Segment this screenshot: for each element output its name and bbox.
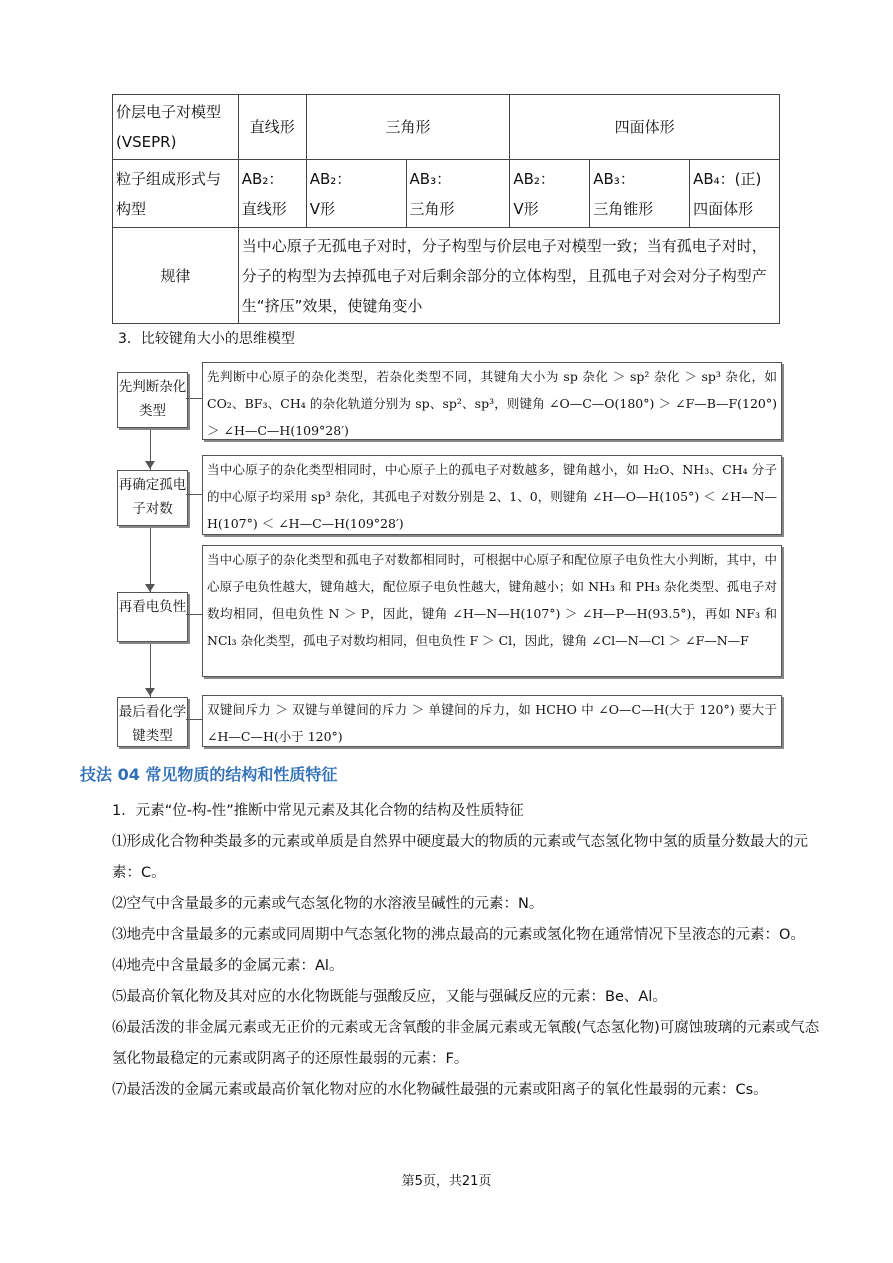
row-label: 粒子组成形式与构型 (113, 160, 239, 228)
paragraph: ⑸最高价氧化物及其对应的水化物既能与强酸反应，又能与强碱反应的元素：Be、Al。 (112, 989, 667, 1005)
table-row (113, 95, 780, 160)
shape: 四面体形 (693, 199, 754, 218)
formula: AB₂： (513, 169, 555, 188)
formula: AB₃： (593, 169, 635, 188)
table-cell: 四面体形 (510, 95, 780, 160)
paragraph: ⑵空气中含量最多的元素或气态氢化物的水溶液呈碱性的元素：N。 (112, 896, 544, 912)
flow-label-box: 再看电负性 (117, 592, 188, 642)
paragraph-block (80, 796, 820, 1106)
flow-connector (186, 719, 202, 720)
shape: 三角形 (409, 199, 455, 218)
table-cell (238, 160, 306, 228)
flow-label-box: 先判断杂化类型 (117, 372, 188, 428)
paragraph: ⑷地壳中含量最多的金属元素：Al。 (112, 958, 344, 974)
section-heading: 技法 04 常见物质的结构和性质特征 (80, 765, 338, 784)
table-row (113, 160, 780, 228)
section-title: 3．比较键角大小的思维模型 (118, 331, 295, 347)
table-cell: 三角形 (306, 95, 510, 160)
formula: AB₂： (241, 169, 284, 188)
paragraph: ⑶地壳中含量最多的元素或同周期中气态氢化物的沸点最高的元素或氢化物在通常情况下呈液态的元素：O。 (112, 927, 805, 943)
flow-label-box: 最后看化学键类型 (117, 697, 188, 747)
shape: V形 (513, 199, 539, 218)
shape: V形 (309, 199, 335, 218)
formula: AB₂： (309, 169, 352, 188)
paragraph: ⑺最活泼的金属元素或最高价氧化物对应的水化物碱性最强的元素或阳离子的氧化性最弱的元素：Cs。 (112, 1082, 768, 1098)
table-cell (590, 160, 690, 228)
page-footer: 第5页，共21页 (401, 1174, 492, 1189)
table-cell: 直线形 (238, 95, 306, 160)
flow-connector (186, 614, 202, 615)
flow-text-box: 先判断中心原子的杂化类型，若杂化类型不同，其键角大小为 sp 杂化 ＞ sp² 杂化 ＞ sp³ 杂化，如 CO₂、BF₃、CH₄ 的杂化轨道分别为 sp、sp²、sp³，则键角 ∠O—C—O(180°) ＞ ∠F—B—F(120°) ＞ ∠H—C—H(109°28′) (202, 362, 782, 440)
row-label: 规律 (113, 228, 239, 324)
flow-text-box: 当中心原子的杂化类型相同时，中心原子上的孤电子对数越多，键角越小，如 H₂O、NH₃、CH₄ 分子的中心原子均采用 sp³ 杂化，其孤电子对数分别是 2、1、0，则键角 ∠H—O—H(105°) ＜ ∠H—N—H(107°) ＜ ∠H—C—H(109°28′) (202, 455, 782, 535)
shape: 直线形 (241, 199, 287, 218)
shape: 三角锥形 (593, 199, 654, 218)
flow-text-box: 双键间斥力 ＞ 双键与单键间的斥力 ＞ 单键间的斥力，如 HCHO 中 ∠O—C—H(大于 120°) 要大于 ∠H—C—H(小于 120°) (202, 695, 782, 747)
paragraph: ⑹最活泼的非金属元素或无正价的元素或无含氧酸的非金属元素或无氧酸(气态氢化物)可腐蚀玻璃的元素或气态氢化物最稳定的元素或阴离子的还原性最弱的元素：F。 (112, 1020, 820, 1067)
arrow-down-icon (145, 688, 155, 696)
arrow-down-icon (145, 461, 155, 469)
flow-connector (186, 398, 202, 399)
table-cell (306, 160, 406, 228)
paragraph: 1．元素“位-构-性”推断中常见元素及其化合物的结构及性质特征 (112, 803, 524, 819)
formula: AB₃： (409, 169, 452, 188)
table-cell (690, 160, 780, 228)
formula: AB₄：(正) (693, 169, 762, 188)
arrow-down-icon (145, 584, 155, 592)
table-cell: 当中心原子无孤电子对时，分子构型与价层电子对模型一致；当有孤电子对时，分子的构型为去掉孤电子对后剩余部分的立体构型，且孤电子对会对分子构型产生“挤压”效果，使键角变小 (238, 228, 779, 324)
table-cell (510, 160, 590, 228)
flow-label-box: 再确定孤电子对数 (117, 470, 188, 526)
paragraph: ⑴形成化合物种类最多的元素或单质是自然界中硬度最大的物质的元素或气态氢化物中氢的质量分数最大的元素：C。 (112, 834, 808, 881)
table-row (113, 228, 780, 324)
flow-connector (186, 494, 202, 495)
table-cell (406, 160, 510, 228)
row-label: 价层电子对模型(VSEPR) (113, 95, 239, 160)
flow-text-box: 当中心原子的杂化类型和孤电子对数都相同时，可根据中心原子和配位原子电负性大小判断，其中，中心原子电负性越大，键角越大，配位原子电负性越大，键角越小；如 NH₃ 和 PH₃ 杂化类型、孤电子对数均相同，但电负性 N ＞ P，因此，键角 ∠H—N—H(107°) ＞ ∠H—P—H(93.5°)，再如 NF₃ 和 NCl₃ 杂化类型，孤电子对数均相同，但电负性 F ＞ Cl，因此，键角 ∠Cl—N—Cl ＞ ∠F—N—F (202, 545, 782, 677)
vsepr-table (112, 94, 780, 324)
